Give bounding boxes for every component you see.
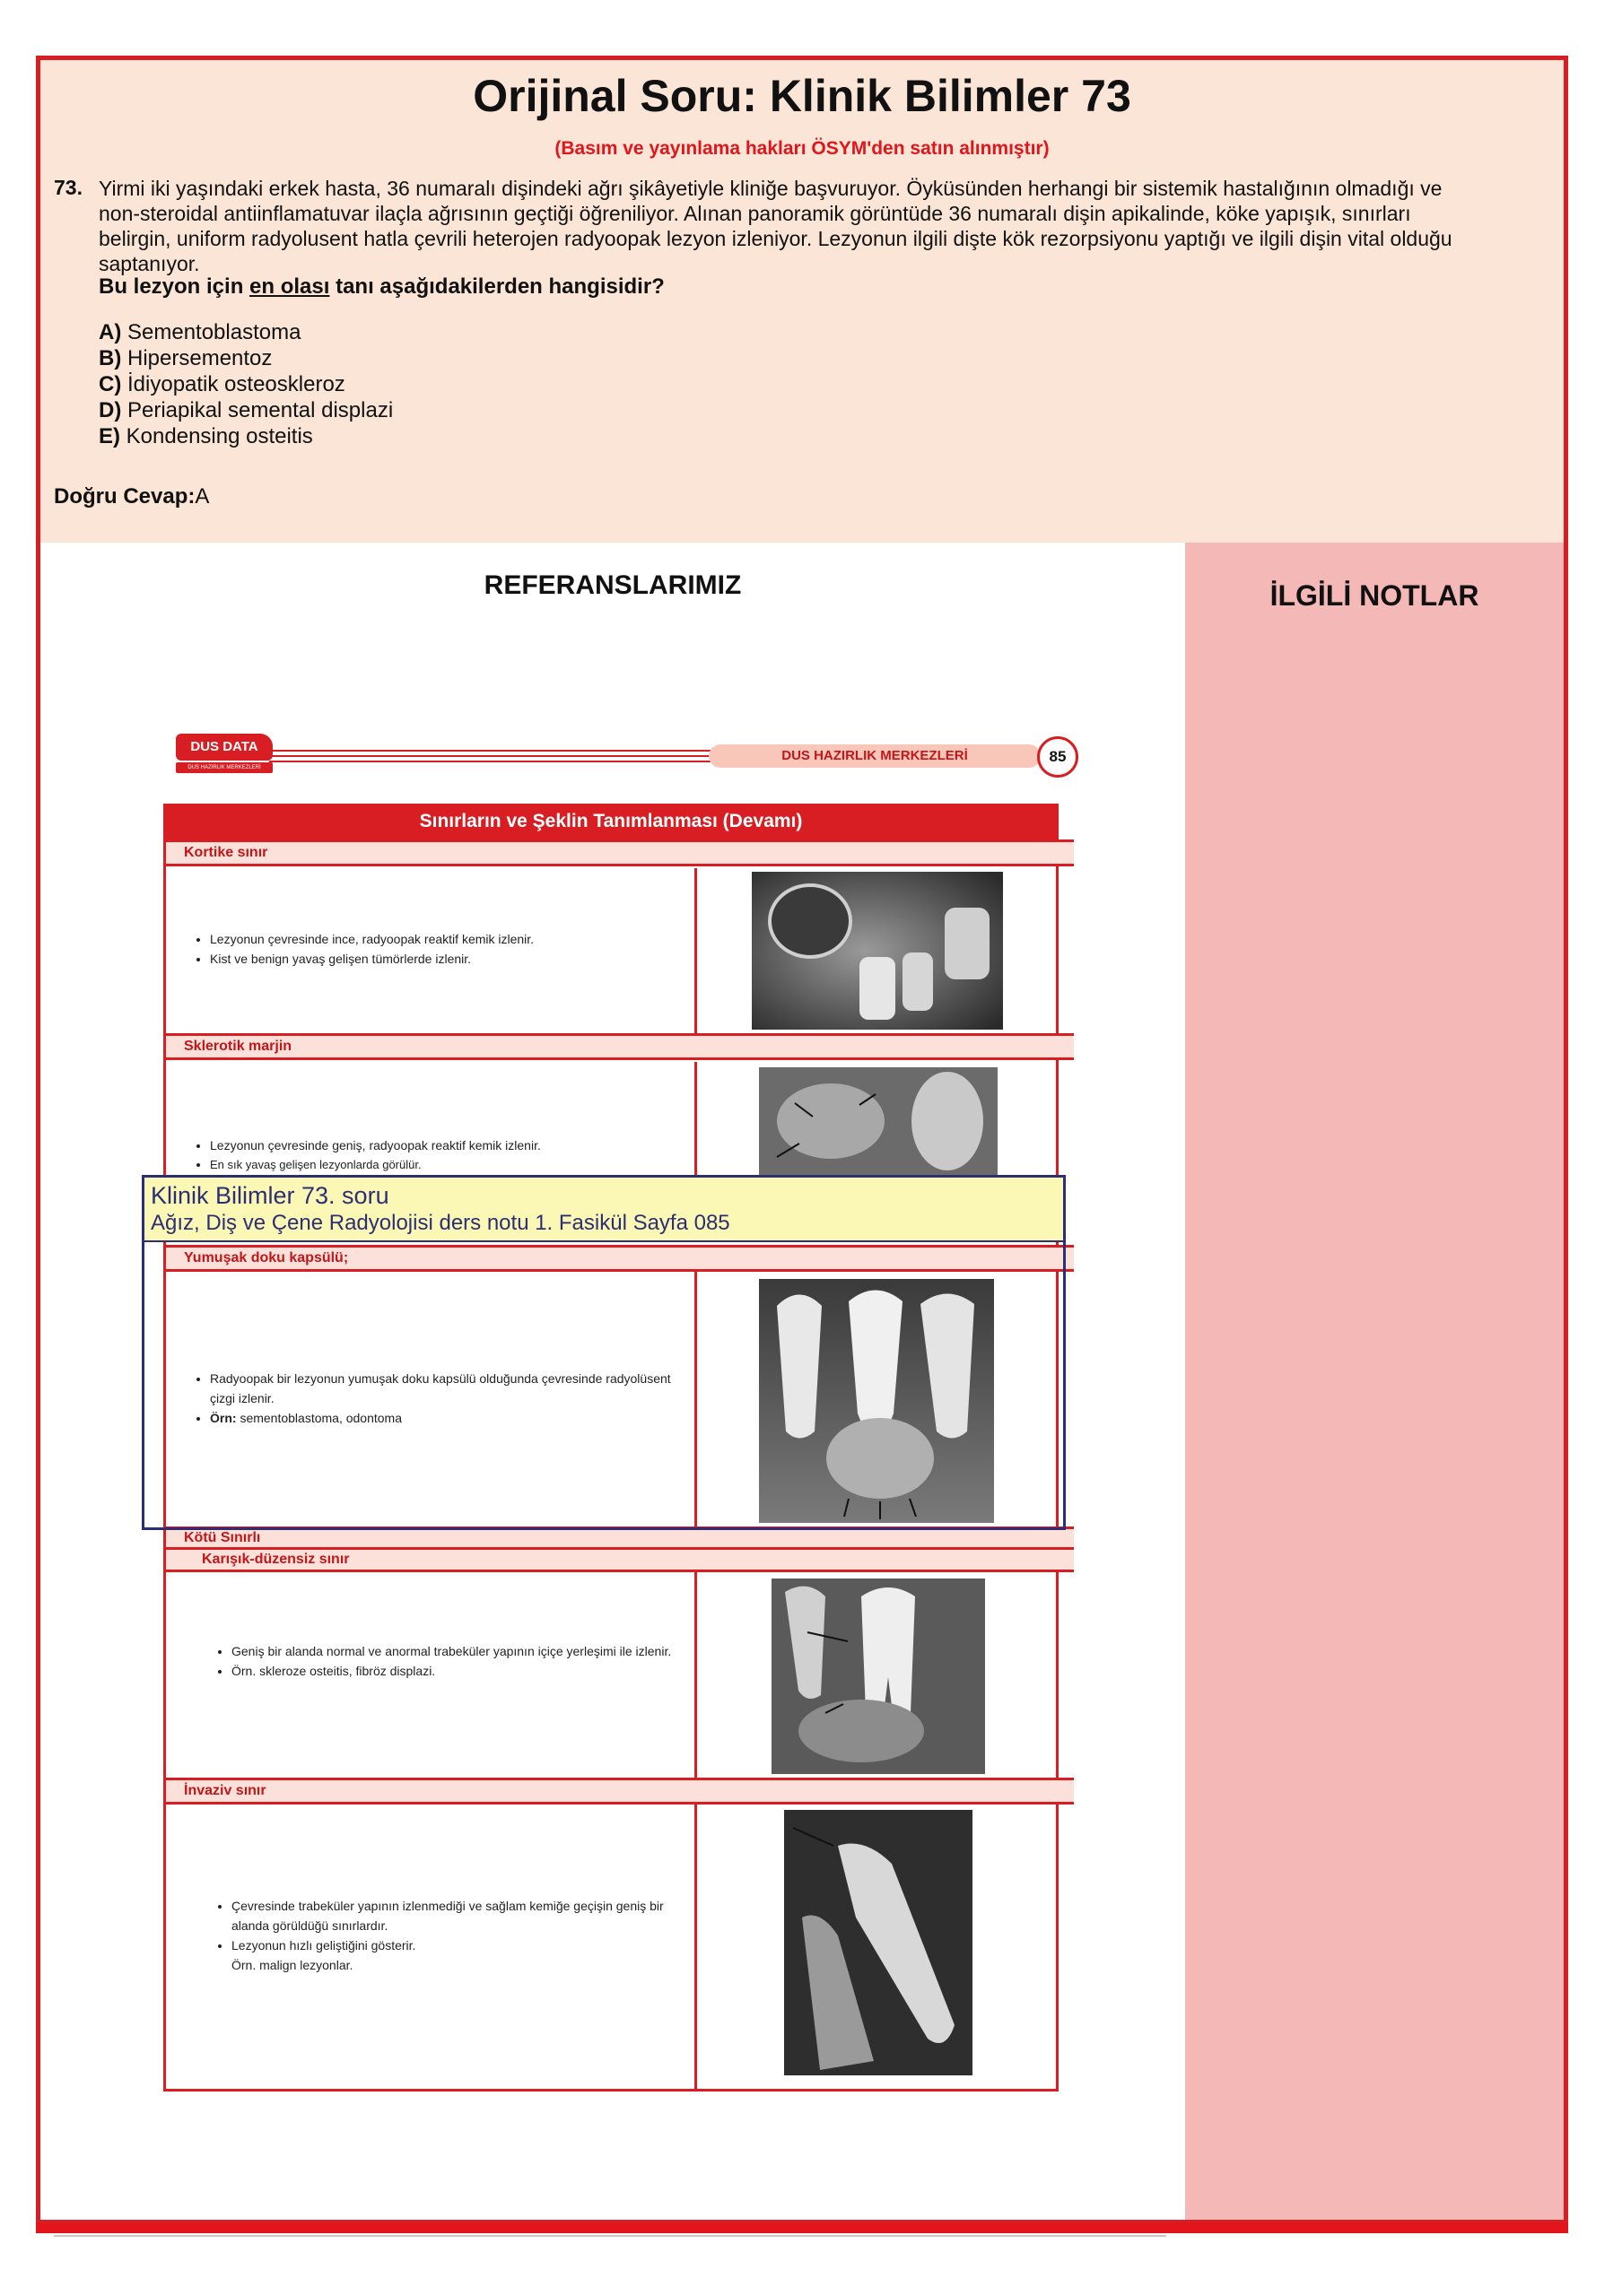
option-d [99,397,393,423]
answer-options [99,319,393,449]
example-text: sementoblastoma, odontoma [236,1411,403,1425]
option-text: Kondensing osteitis [126,424,313,448]
column-divider [694,1805,697,2090]
question-prompt [99,274,665,300]
footer-rule [54,2235,1166,2237]
bullet-item: • Lezyonun çevresinde ince, radyoopak reaktif kemik izlenir. [210,929,678,949]
section-bullets [194,1135,678,1175]
dus-data-logo-sub: DUS HAZIRLIK MERKEZLERİ [176,762,273,773]
option-a [99,319,393,345]
book-header-label: DUS HAZIRLIK MERKEZLERİ [709,744,1041,768]
bullet-item: • Çevresinde trabeküler yapının izlenmediği ve sağlam kemiğe geçişin geniş bir alanda görüldüğü sınırlardır. [231,1896,682,1935]
xray-image [784,1810,972,2075]
book-page-number: 85 [1037,736,1078,778]
reference-label-title: Klinik Bilimler 73. soru [151,1182,389,1209]
section-header: Yumuşak doku kapsülü; [166,1245,1074,1272]
option-e [99,423,393,449]
question-prompt-emphasis: en olası [249,274,330,299]
xray-image [759,1067,998,1175]
section-bullets [215,1641,682,1681]
bullet-item: • En sık yavaş gelişen lezyonlarda görülür. [210,1155,678,1175]
section-bullets [215,1896,682,1975]
question-text: Yirmi iki yaşındaki erkek hasta, 36 numaralı dişindeki ağrı şikâyetiyle kliniğe başvuruyor. Öyküsünden herhangi bir sistemik hastalığının olmadığı ve non-steroidal antiinflamatuvar ilaçla ağrısının geçtiği öğreniliyor. Alınan panoramik görüntüde 36 numaralı dişin apikalinde, köke yapışık, sınırları belirgin, uniform radyolusent hatla çevrili heterojen radyoopak lezyon izleniyor. Lezyonun ilgili dişte kök rezorpsiyonu yaptığı ve ilgili dişin vital olduğu saptanıyor. [99,177,1452,275]
section-header: İnvaziv sınır [166,1778,1074,1805]
notes-heading: İLGİLİ NOTLAR [1269,579,1479,612]
section-header: Sklerotik marjin [166,1033,1074,1060]
option-text: Periapikal semental displazi [127,398,394,422]
option-text: Hipersementoz [127,346,273,370]
example-text: Örn. malign lezyonlar. [231,1958,353,1972]
option-letter: C) [99,372,122,396]
column-divider [694,1571,697,1778]
reference-label-source: Ağız, Diş ve Çene Radyolojisi ders notu 1. Fasikül Sayfa 085 [151,1211,730,1235]
option-c [99,371,393,397]
section-header: Kötü Sınırlı [166,1526,1074,1547]
question-prompt-end: tanı aşağıdakilerden hangisidir? [329,274,665,299]
section-header: Kortike sınır [166,839,1074,866]
xray-image [752,872,1003,1030]
page-title: Orijinal Soru: Klinik Bilimler 73 [473,71,1131,121]
option-text: İdiyopatik osteoskleroz [127,372,345,396]
column-divider [694,868,697,1033]
footer-bar [36,2222,1568,2233]
example-label: Örn: [210,1411,237,1425]
bullet-item: • Geniş bir alanda normal ve anormal trabeküler yapının içiçe yerleşimi ile izlenir. [231,1641,682,1661]
option-letter: D) [99,398,122,422]
question-number: 73. [54,176,83,199]
correct-answer-value: A [195,484,210,509]
correct-answer [54,484,209,509]
question-prompt-start: Bu lezyon için [99,274,250,299]
option-text: Sementoblastoma [127,320,301,344]
section-subheader: Karışık-düzensiz sınır [166,1547,1074,1572]
bullet-item: • Kist ve benign yavaş gelişen tümörlerde izlenir. [210,949,678,969]
option-letter: B) [99,346,122,370]
copyright-note: (Basım ve yayınlama hakları ÖSYM'den satın alınmıştır) [554,138,1050,159]
bullet-item: • Lezyonun çevresinde geniş, radyoopak reaktif kemik izlenir. [210,1135,678,1155]
section-bullets [194,929,678,969]
correct-answer-label: Doğru Cevap: [54,484,196,509]
bullet-item: • Lezyonun hızlı geliştiğini gösterir. [231,1935,682,1955]
references-heading: REFERANSLARIMIZ [484,570,742,600]
option-letter: A) [99,320,122,344]
xray-image [772,1578,985,1774]
bullet-item: • Radyoopak bir lezyonun yumuşak doku kapsülü olduğunda çevresinde radyolüsent çizgi izlenir. [210,1369,678,1408]
bullet-item: • Örn. skleroze osteitis, fibröz displazi. [231,1661,682,1681]
option-b [99,345,393,371]
dus-data-logo: DUS DATA [176,734,273,761]
table-title: Sınırların ve Şeklin Tanımlanması (Devamı) [163,804,1059,839]
option-letter: E) [99,424,120,448]
